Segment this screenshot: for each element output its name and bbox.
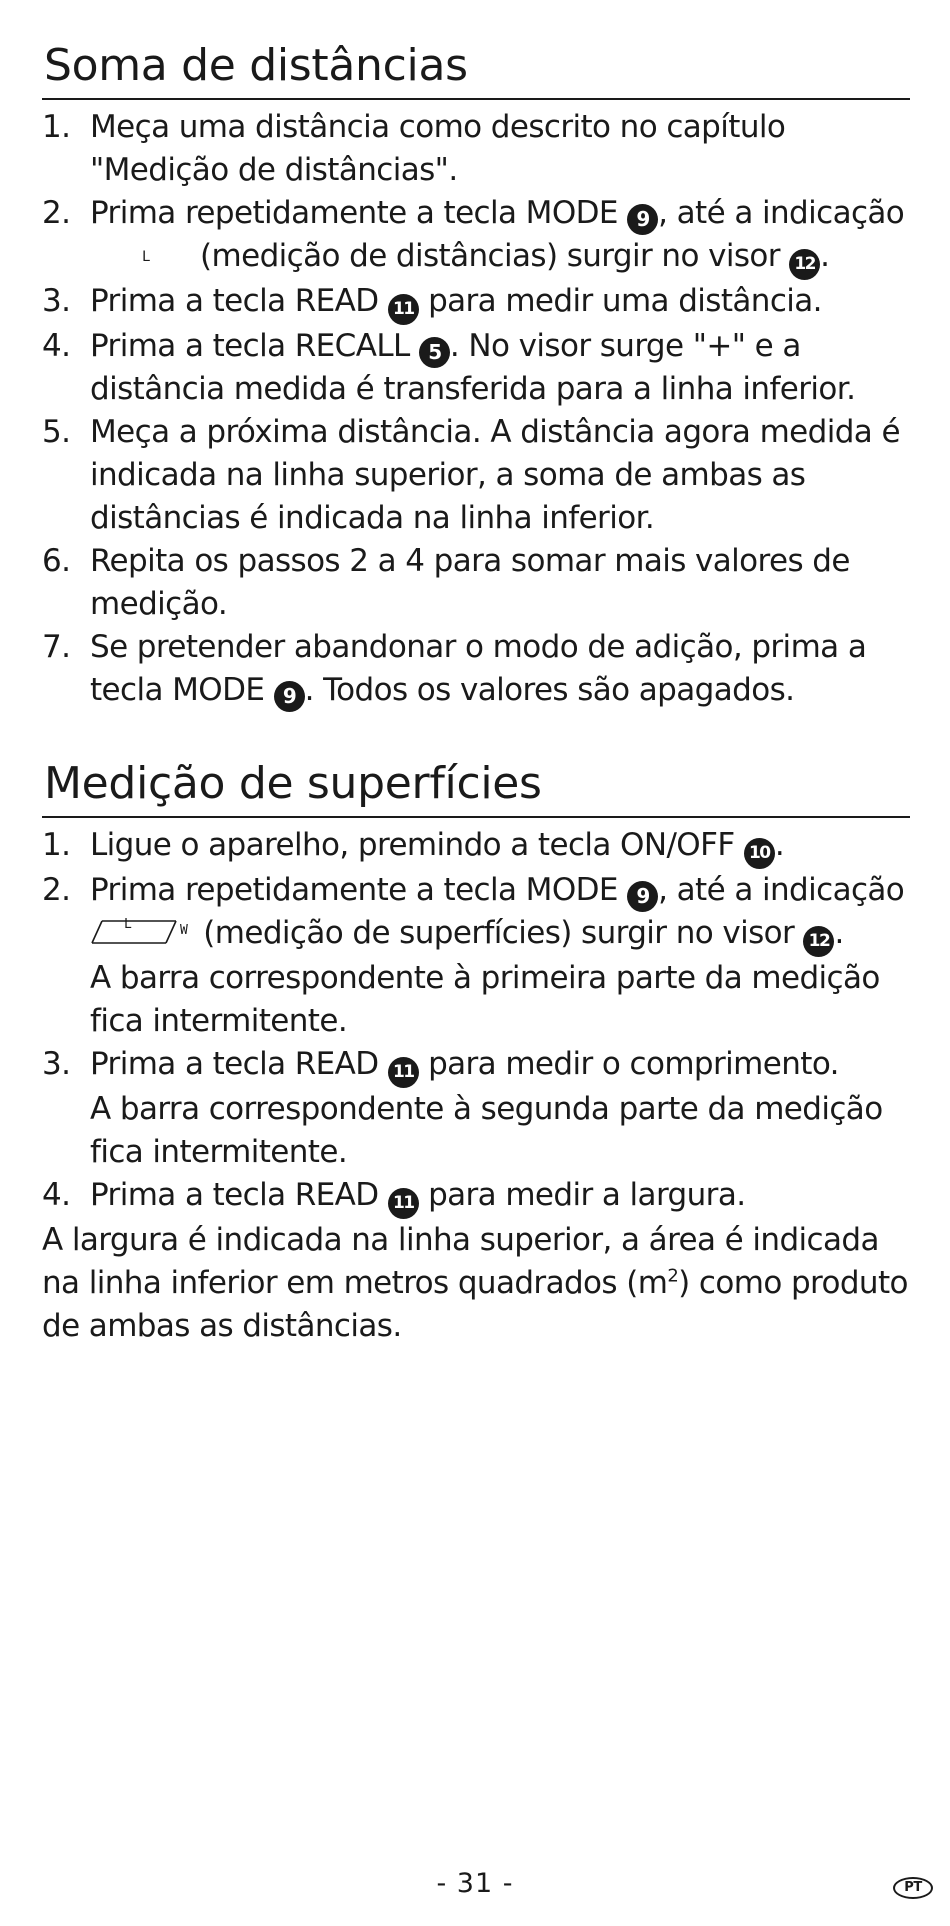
lcd-label-length: L — [124, 917, 132, 932]
display-ref-badge: 12 — [789, 249, 820, 280]
mode-key-ref-badge: 9 — [627, 881, 658, 912]
closing-paragraph — [42, 1219, 910, 1348]
step-text: (medição de distâncias) surgir no visor — [200, 238, 790, 274]
paragraph-text: ) como produto de ambas as distâncias. — [42, 1265, 908, 1344]
display-ref-badge: 12 — [803, 926, 834, 957]
area-parallelogram-icon — [88, 915, 184, 949]
step-text: Meça uma distância como descrito no capítulo "Medição de distâncias". — [90, 109, 786, 188]
step-text: . Todos os valores são apagados. — [304, 672, 795, 708]
step-text: Prima repetidamente a tecla MODE — [90, 195, 628, 231]
step-number: 1. — [42, 827, 71, 863]
step-text: . — [820, 238, 830, 274]
step-text: Ligue o aparelho, premindo a tecla ON/OFF — [90, 827, 744, 863]
section-title: Soma de distâncias — [42, 40, 910, 100]
list-item — [42, 824, 910, 869]
lcd-label: L — [142, 249, 150, 265]
step-number: 2. — [42, 195, 71, 231]
step-number: 3. — [42, 283, 71, 319]
step-text: . No visor surge "+" e a distância medida é transferida para a linha inferior. — [90, 328, 856, 407]
step-text: Prima a tecla RECALL — [90, 328, 419, 364]
section-area-measurement — [42, 758, 910, 1348]
step-number: 1. — [42, 109, 71, 145]
step-text: , até a indicação — [658, 872, 905, 908]
list-item — [42, 325, 910, 411]
distance-mode-lcd-icon — [90, 240, 200, 270]
list-item — [42, 1043, 910, 1174]
step-text: A barra correspondente à segunda parte da medição fica intermitente. — [90, 1091, 883, 1170]
step-text: para medir a largura. — [418, 1177, 746, 1213]
step-text: . — [834, 915, 844, 951]
step-number: 5. — [42, 414, 71, 450]
step-text: para medir o comprimento. — [418, 1046, 839, 1082]
lcd-label-width: W — [180, 923, 188, 938]
step-text: Prima a tecla READ — [90, 1046, 388, 1082]
superscript-two: 2 — [667, 1265, 679, 1287]
area-mode-lcd-icon — [88, 915, 194, 949]
page-number: - 31 - — [436, 1868, 514, 1899]
manual-page — [42, 40, 910, 1348]
list-item — [42, 869, 910, 1043]
read-key-ref-badge: 11 — [388, 1057, 419, 1088]
step-text: , até a indicação — [658, 195, 905, 231]
step-number: 7. — [42, 629, 71, 665]
step-text: Repita os passos 2 a 4 para somar mais valores de medição. — [90, 543, 850, 622]
onoff-key-ref-badge: 10 — [744, 838, 775, 869]
read-key-ref-badge: 11 — [388, 294, 419, 325]
list-item — [42, 626, 910, 712]
step-text: para medir uma distância. — [418, 283, 822, 319]
recall-key-ref-badge: 5 — [419, 337, 450, 368]
steps-list — [42, 824, 910, 1219]
step-text: Prima repetidamente a tecla MODE — [90, 872, 628, 908]
step-text: . — [774, 827, 785, 863]
paragraph-text: A largura é indicada na linha superior, a área é indicada na linha inferior em metros quadrados (m — [42, 1222, 879, 1301]
steps-list — [42, 106, 910, 712]
step-number: 3. — [42, 1046, 71, 1082]
read-key-ref-badge: 11 — [388, 1188, 419, 1219]
step-number: 4. — [42, 328, 71, 364]
mode-key-ref-badge: 9 — [274, 681, 305, 712]
list-item — [42, 192, 910, 280]
list-item — [42, 411, 910, 540]
step-text: Prima a tecla READ — [90, 1177, 388, 1213]
language-badge: PT — [893, 1877, 933, 1899]
step-text: Meça a próxima distância. A distância agora medida é indicada na linha superior, a soma de ambas as distâncias é indicada na linha inferior. — [90, 414, 900, 536]
step-text: A barra correspondente à primeira parte da medição fica intermitente. — [90, 960, 880, 1039]
step-number: 6. — [42, 543, 71, 579]
step-text: Prima a tecla READ — [90, 283, 388, 319]
step-text: Se pretender abandonar o modo de adição, prima a tecla MODE — [90, 629, 867, 708]
list-item — [42, 540, 910, 626]
mode-key-ref-badge: 9 — [627, 204, 658, 235]
step-number: 4. — [42, 1177, 71, 1213]
step-number: 2. — [42, 872, 71, 908]
list-item — [42, 106, 910, 192]
list-item — [42, 1174, 910, 1219]
step-text: (medição de superfícies) surgir no visor — [194, 915, 804, 951]
section-sum-distances — [42, 40, 910, 712]
section-title: Medição de superfícies — [42, 758, 910, 818]
list-item — [42, 280, 910, 325]
